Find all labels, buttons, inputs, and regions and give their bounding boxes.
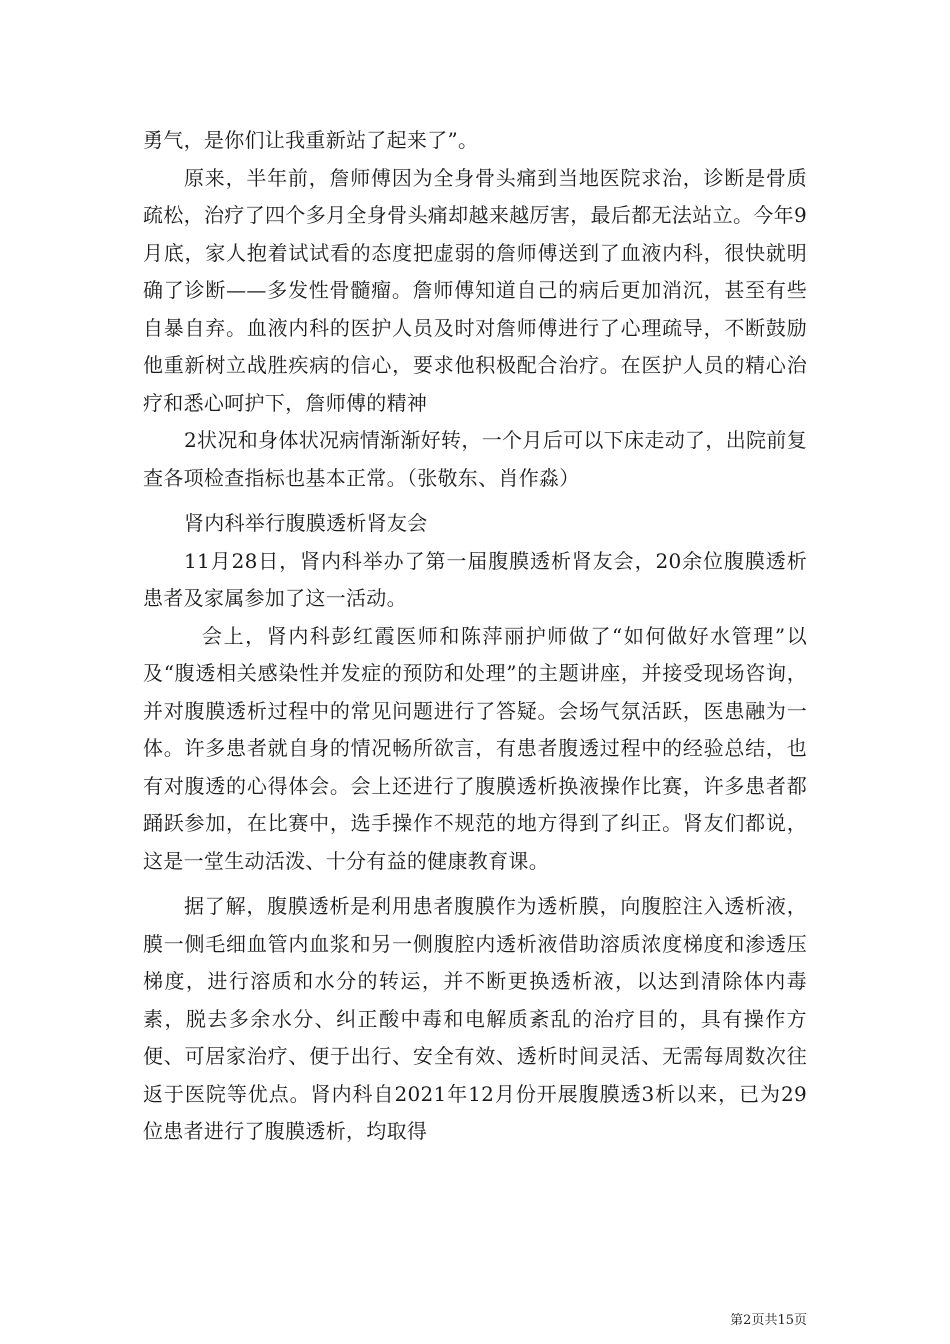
paragraph-patient-story: 原来，半年前，詹师傅因为全身骨头痛到当地医院求治，诊断是骨质疏松，治疗了四个多月全身骨头痛却越来越厉害，最后都无法站立。今年9月底，家人抱着试试看的态度把虚弱的詹师傅送到了血液内科，很快就明确了诊断——多发性骨髓瘤。詹师傅知道自己的病后更加消沉，甚至有些自暴自弃。血液内科的医护人员及时对詹师傅进行了心理疏导，不断鼓励他重新树立战胜疾病的信心，要求他积极配合治疗。在医护人员的精心治疗和悉心呵护下，詹师傅的精神 [143, 165, 807, 415]
section-heading: 肾内科举行腹膜透析肾友会 [184, 511, 428, 535]
paragraph-event-details: 会上，肾内科彭红霞医师和陈萍丽护师做了“如何做好水管理”以及“腹透相关感染性并发症的预防和处理”的主题讲座，并接受现场咨询，并对腹膜透析过程中的常见问题进行了答疑。会场气氛活跃，医患融为一体。许多患者就自身的情况畅所欲言，有患者腹透过程中的经验总结，也有对腹透的心得体会。会上还进行了腹膜透析换液操作比赛，许多患者都踊跃参加，在比赛中，选手操作不规范的地方得到了纠正。肾友们都说，这是一堂生动活泼、十分有益的健康教育课。 [143, 623, 807, 873]
document-body [143, 122, 807, 1151]
paragraph-recovery: 2状况和身体状况病情渐渐好转，一个月后可以下床走动了，出院前复查各项检查指标也基本正常。（张敬东、肖作淼） [143, 428, 807, 490]
page-number: 第2页共15页 [730, 1313, 807, 1328]
paragraph-event-intro: 11月28日，肾内科举办了第一届腹膜透析肾友会，20余位腹膜透析患者及家属参加了这一活动。 [143, 548, 807, 610]
paragraph-dialysis-explanation: 据了解，腹膜透析是利用患者腹膜作为透析膜，向腹腔注入透析液，膜一侧毛细血管内血浆和另一侧腹腔内透析液借助溶质浓度梯度和渗透压梯度，进行溶质和水分的转运，并不断更换透析液，以达到清除体内毒素，脱去多余水分、纠正酸中毒和电解质紊乱的治疗目的，具有操作方便、可居家治疗、便于出行、安全有效、透析时间灵活、无需每周数次往返于医院等优点。肾内科自2021年12月份开展腹膜透3析以来，已为29位患者进行了腹膜透析，均取得 [143, 894, 807, 1143]
paragraph-continuation: 勇气，是你们让我重新站了起来了”。 [143, 128, 479, 152]
